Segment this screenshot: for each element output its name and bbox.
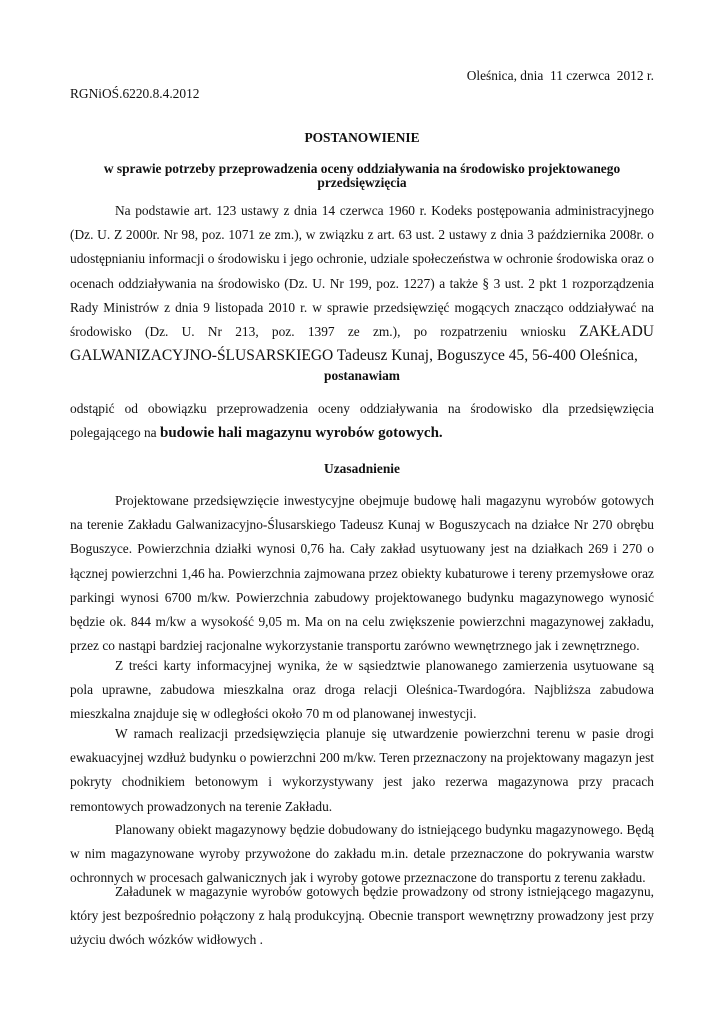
justification-paragraph-5: Załadunek w magazynie wyrobów gotowych będzie prowadzony od strony istniejącego magazynu, który jest bezpośrednio połączony z halą produkcyjną. Obecnie transport wewnętrzny prowadzony jest przy użyciu dwóch wózków widłowych . xyxy=(70,884,654,948)
justification-paragraph-2: Z treści karty informacyjnej wynika, że w sąsiedztwie planowanego zamierzenia usytuowane są pola uprawne, zabudowa mieszkalna oraz droga relacji Oleśnica-Twardogóra. Najbliższa zabudowa mieszkalna znajduje się w odległości około 70 m od planowanej inwestycji. xyxy=(70,658,654,722)
justification-paragraph-3: W ramach realizacji przedsięwzięcia planuje się utwardzenie powierzchni terenu w pasie drogi ewakuacyjnej wzdłuż budynku o powierzchni 200 m/kw. Teren przeznaczony na projektowany magazyn jest pokryty chodnikiem betonowym i wykorzystywany jest jako rezerwa magazynowa przy pracach remontowych prowadzonych na terenie Zakładu. xyxy=(70,726,654,814)
date-line: Oleśnica, dnia 11 czerwca 2012 r. xyxy=(466,68,654,83)
reference-number: RGNiOŚ.6220.8.4.2012 xyxy=(70,86,200,101)
justification-paragraph-1: Projektowane przedsięwzięcie inwestycyjne obejmuje budowę hali magazynu wyrobów gotowych na terenie Zakładu Galwanizacyjno-Ślusarskiego Tadeusz Kunaj w Boguszycach na działce Nr 270 obrębu Boguszyce. Powierzchnia działki wynosi 0,76 ha. Cały zakład usytuowany jest na działkach 269 i 270 o łącznej powierzchni 1,46 ha. Powierzchnia zajmowana przez obiekty kubaturowe i tereny przemysłowe oraz parkingi wynosi 6700 m/kw. Powierzchnia zabudowy projektowanego budynku magazynowego wynosić będzie ok. 844 m/kw a wysokość 9,05 m. Ma on na celu zwiększenie powierzchni magazynowej zakładu, przez co nastąpi bardziej racjonalne wykorzystanie transportu zarówno wewnętrznego jak i zewnętrznego. xyxy=(70,493,654,654)
legal-basis-paragraph xyxy=(70,199,654,368)
decision-word: postanawiam xyxy=(324,368,400,383)
applicant-name: ZAKŁADU GALWANIZACYJNO-ŚLUSARSKIEGO Tadeusz Kunaj, Boguszyce 45, 56-400 Oleśnica, xyxy=(70,323,654,365)
justification-title: Uzasadnienie xyxy=(324,461,400,476)
legal-basis-text: Na podstawie art. 123 ustawy z dnia 14 czerwca 1960 r. Kodeks postępowania administracyjnego (Dz. U. Z 2000r. Nr 98, poz. 1071 ze zm.), w związku z art. 63 ust. 2 ustawy z dnia 3 października 2008r. o udostępnianiu informacji o środowisku i jego ochronie, udziale społeczeństwa w ochronie środowiska oraz o ocenach oddziaływania na środowisko (Dz. U. Nr 199, poz. 1227) a także § 3 ust. 2 pkt 1 rozporządzenia Rady Ministrów z dnia 9 listopada 2010 r. w sprawie przedsięwzięć mogących znacząco oddziaływać na środowisko (Dz. U. Nr 213, poz. 1397 ze zm.), po rozpatrzeniu wniosku xyxy=(70,203,654,340)
justification-paragraph-4: Planowany obiekt magazynowy będzie dobudowany do istniejącego budynku magazynowego. Będą w nim magazynowane wyroby przywożone do zakładu m.in. detale przeznaczone do pokrywania warstw ochronnych w procesach galwanicznych jak i wyroby gotowe przeznaczone do transportu z terenu zakładu. xyxy=(70,822,654,886)
document-subject: w sprawie potrzeby przeprowadzenia oceny oddziaływania na środowisko projektowanego przedsięwzięcia xyxy=(103,161,621,190)
decision-paragraph xyxy=(70,397,654,445)
decision-object: budowie hali magazynu wyrobów gotowych. xyxy=(159,425,443,442)
decision-text: odstąpić od obowiązku przeprowadzenia oceny oddziaływania na środowisko dla przedsięwzięcia polegającego na xyxy=(70,401,654,441)
document-title: POSTANOWIENIE xyxy=(304,130,420,145)
